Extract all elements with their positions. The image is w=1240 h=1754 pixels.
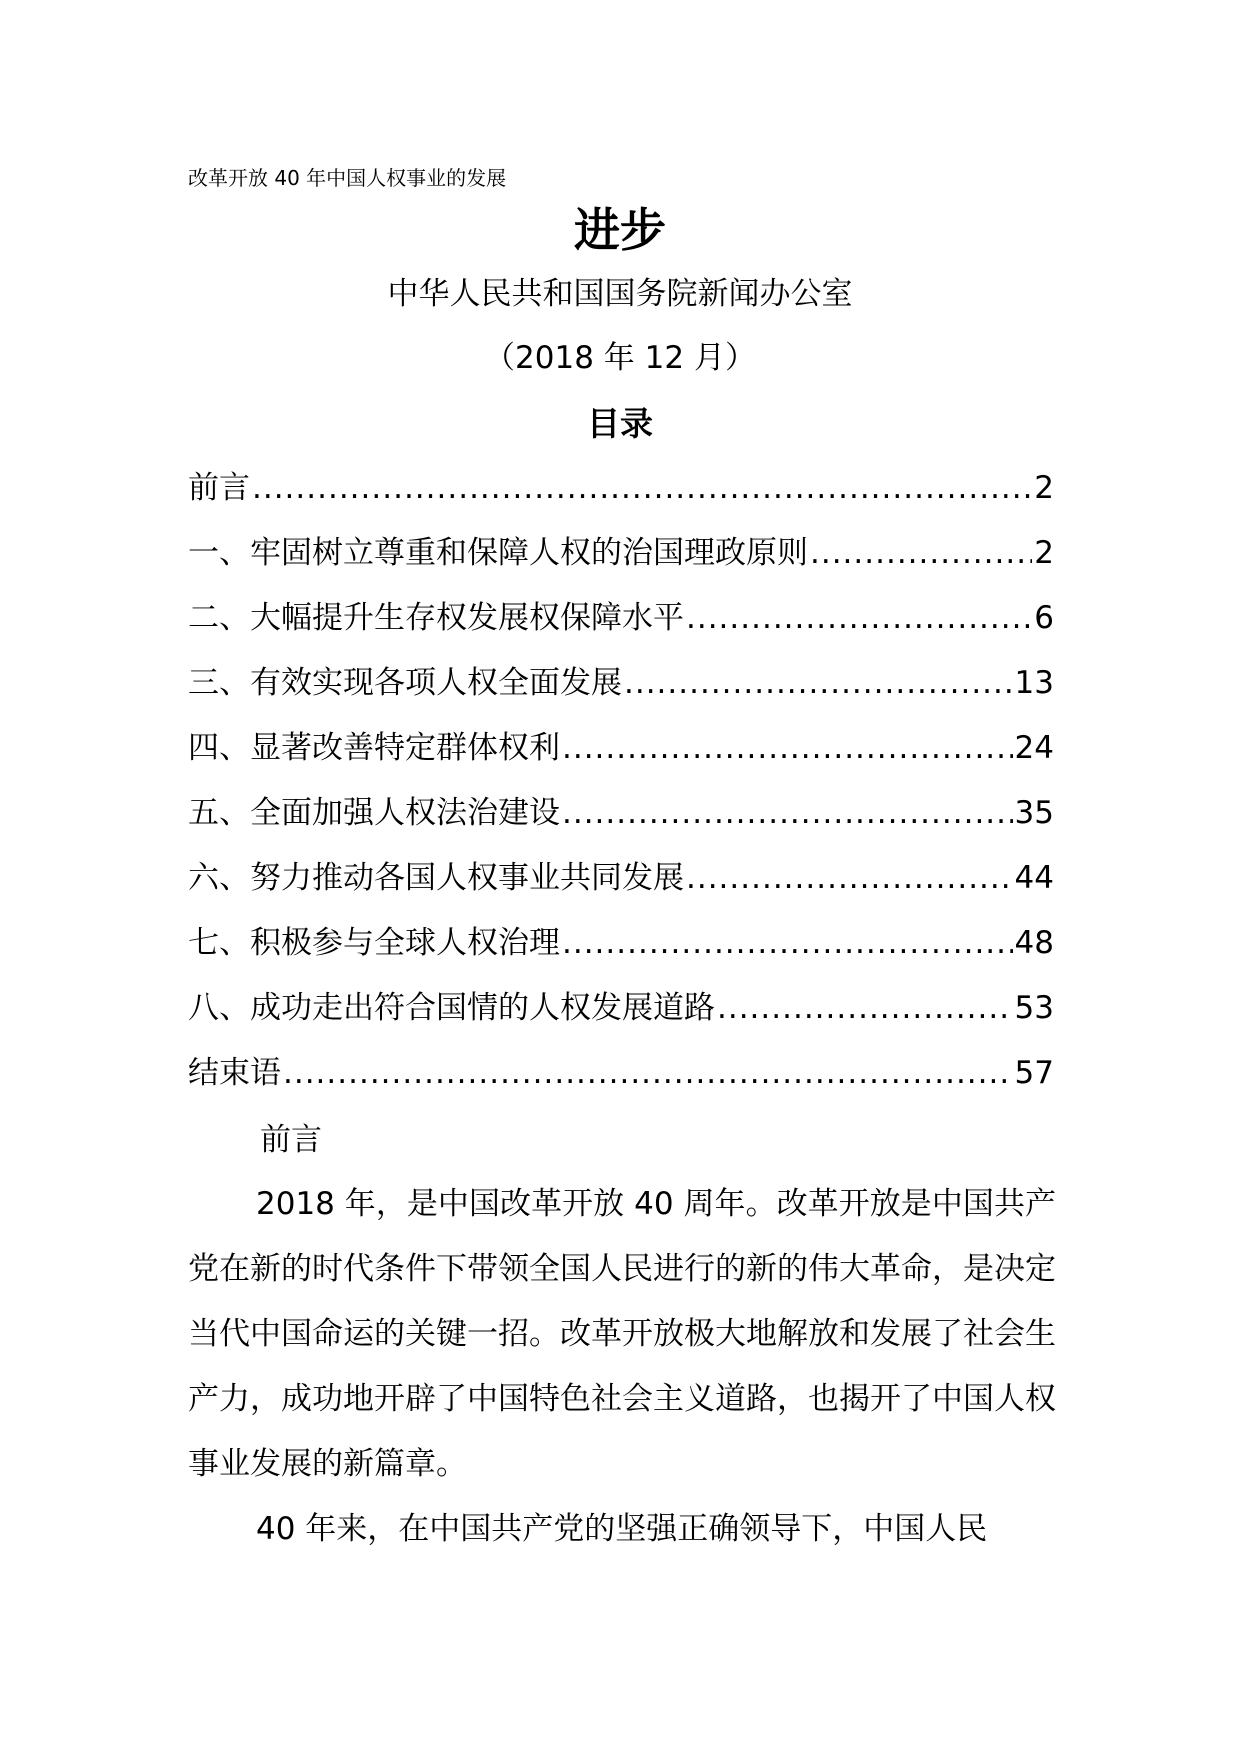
toc-leader-dots [562,921,1013,965]
toc-item-2[interactable] [188,596,1054,661]
toc-item-page: 48 [1014,925,1054,961]
preface-paragraph-2: 40 年来，在中国共产党的坚强正确领导下，中国人民 [256,1511,988,1547]
running-title: 改革开放 40 年中国人权事业的发展 [188,166,507,190]
date-line: （2018 年 12 月） [484,340,756,376]
toc-item-8[interactable] [188,986,1054,1051]
toc-item-preface[interactable] [188,466,1054,531]
toc-item-page: 6 [1034,600,1054,636]
toc-leader-dots [686,596,1032,640]
toc-leader-dots [252,466,1032,510]
toc-item-label: 结束语 [188,1055,281,1091]
toc-item-label: 二、大幅提升生存权发展权保障水平 [188,600,684,636]
issuer-line: 中华人民共和国国务院新闻办公室 [387,276,853,312]
toc-item-label: 四、显著改善特定群体权利 [188,730,560,766]
toc-leader-dots [624,661,1013,705]
toc-item-1[interactable] [188,531,1054,596]
toc-item-label: 七、积极参与全球人权治理 [188,925,560,961]
toc-item-3[interactable] [188,661,1054,726]
toc-item-page: 2 [1034,535,1054,571]
toc-item-page: 13 [1014,665,1054,701]
toc-item-page: 44 [1014,860,1054,896]
toc-item-page: 57 [1014,1055,1054,1091]
toc-leader-dots [686,856,1013,900]
toc-item-page: 35 [1014,795,1054,831]
document-title: 进步 [574,203,666,257]
toc-leader-dots [283,1051,1013,1095]
toc-item-page: 24 [1014,730,1054,766]
toc-leader-dots [717,986,1013,1030]
toc-item-5[interactable] [188,791,1054,856]
toc-item-label: 五、全面加强人权法治建设 [188,795,560,831]
toc-item-label: 前言 [188,470,250,506]
toc-heading: 目录 [587,404,653,443]
toc-item-label: 八、成功走出符合国情的人权发展道路 [188,990,715,1026]
toc-item-page: 2 [1034,470,1054,506]
preface-paragraph-1: 2018 年，是中国改革开放 40 周年。改革开放是中国共产党在新的时代条件下带领全国人民进行的新的伟大革命，是决定当代中国命运的关键一招。改革开放极大地解放和发展了社会生产力，成功地开辟了中国特色社会主义道路，也揭开了中国人权事业发展的新篇章。 [188,1186,1056,1482]
toc-item-7[interactable] [188,921,1054,986]
toc-item-page: 53 [1014,990,1054,1026]
toc-leader-dots [810,531,1032,575]
toc-item-label: 一、牢固树立尊重和保障人权的治国理政原则 [188,535,808,571]
toc-leader-dots [562,791,1013,835]
toc-item-conclusion[interactable] [188,1051,1054,1116]
table-of-contents [188,466,1054,1116]
toc-item-label: 三、有效实现各项人权全面发展 [188,665,622,701]
toc-item-4[interactable] [188,726,1054,791]
preface-heading: 前言 [260,1122,322,1158]
toc-item-6[interactable] [188,856,1054,921]
toc-item-label: 六、努力推动各国人权事业共同发展 [188,860,684,896]
toc-leader-dots [562,726,1013,770]
